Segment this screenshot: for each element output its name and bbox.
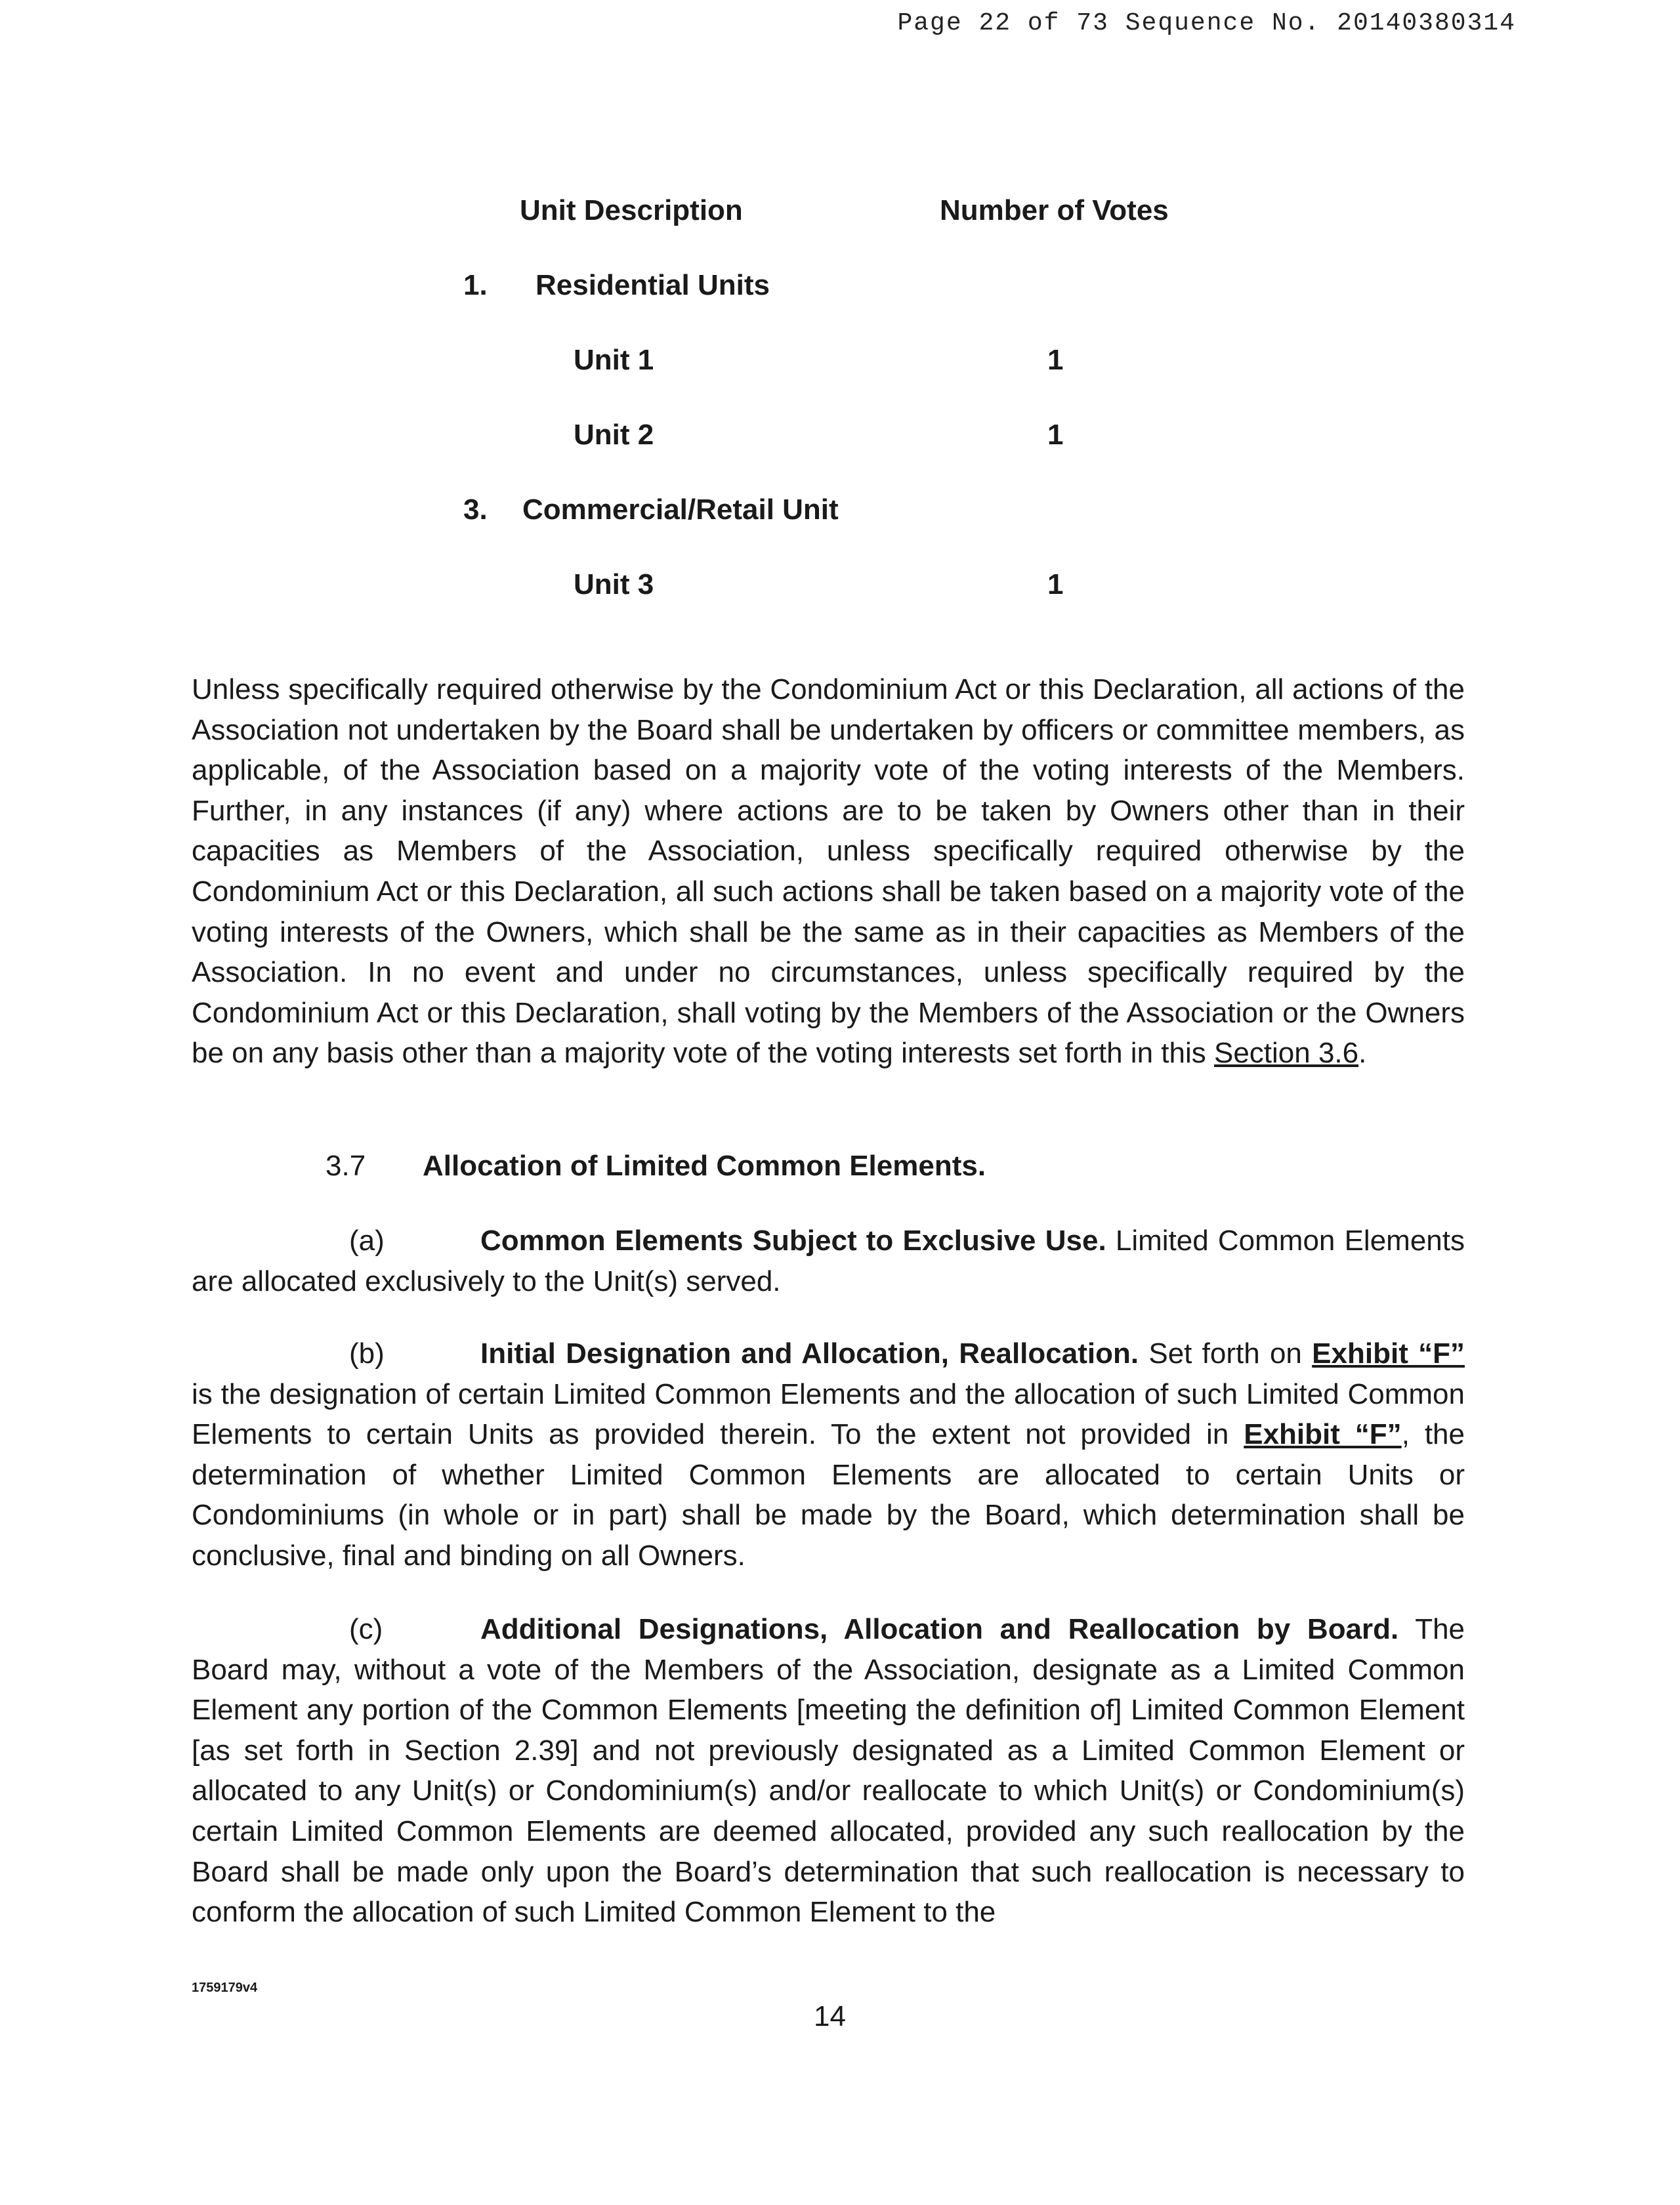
paragraph-a <box>192 1221 1465 1301</box>
table-row-votes: 1 <box>1047 568 1064 600</box>
paragraph-label: (c) <box>349 1613 383 1645</box>
paragraph-text: Unless specifically required otherwise by the Condominium Act or this Declaration, all actions of the Association not undertaken by the Board shall be undertaken by officers or committee members, as applicable, of the Association based on a majority vote of the voting interests of the Members. Further, in any instances (if any) where actions are to be taken by Owners other than in their capacities as Members of the Association, unless specifically required otherwise by the Condominium Act or this Declaration, all such actions shall be taken based on a majority vote of the voting interests of the Owners, which shall be the same as in their capacities as Members of the Association. In no event and under no circumstances, unless specifically required by the Condominium Act or this Declaration, shall voting by the Members of the Association or the Owners be on any basis other than a majority vote of the voting interests set forth in this <box>192 673 1465 1070</box>
section-number: 3.7 <box>326 1150 366 1182</box>
table-row-votes: 1 <box>1047 344 1064 376</box>
section-number: 1. <box>463 269 488 301</box>
table-row-unit: Unit 3 <box>574 568 654 600</box>
page-sequence-stamp: Page 22 of 73 Sequence No. 20140380314 <box>897 9 1516 37</box>
paragraph-b <box>192 1334 1465 1576</box>
section-title: Commercial/Retail Unit <box>522 494 839 526</box>
paragraph-text: , the determination of whether Limited Common Elements are allocated to certain Units or Condominiums (in whole or in part) shall be made by the Board, which determination shall be conclusive, final and binding on all Owners. <box>192 1418 1465 1572</box>
page-number: 14 <box>814 2000 846 2032</box>
column-header-unit-description: Unit Description <box>520 194 743 226</box>
table-row-unit: Unit 1 <box>574 344 654 376</box>
voting-paragraph <box>192 669 1465 1074</box>
section-title: Residential Units <box>536 269 770 301</box>
paragraph-heading: Additional Designations, Allocation and Reallocation by Board. <box>480 1613 1399 1645</box>
table-row-unit: Unit 2 <box>574 419 654 451</box>
paragraph-text: is the designation of certain Limited Common Elements and the allocation of such Limited Common Elements to certain Units as provided therein. To the extent not provided in <box>192 1377 1465 1451</box>
paragraph-text: Set forth on <box>1139 1337 1312 1370</box>
paragraph-heading: Initial Designation and Allocation, Reallocation. <box>480 1337 1139 1370</box>
section-heading: Allocation of Limited Common Elements. <box>423 1150 986 1182</box>
table-row-votes: 1 <box>1047 419 1064 451</box>
document-code: 1759179v4 <box>192 1981 258 1995</box>
paragraph-c <box>192 1609 1465 1933</box>
exhibit-f-reference: Exhibit “F” <box>1312 1337 1465 1370</box>
paragraph-label: (b) <box>349 1337 385 1370</box>
exhibit-f-reference: Exhibit “F” <box>1244 1418 1402 1451</box>
section-3-6-reference: Section 3.6 <box>1213 1037 1359 1070</box>
paragraph-text: Limited Common Elements are allocated exclusively to the Unit(s) served. <box>192 1225 1465 1297</box>
paragraph-label: (a) <box>349 1225 385 1257</box>
paragraph-end: . <box>1358 1037 1367 1070</box>
section-number: 3. <box>463 494 488 526</box>
paragraph-heading: Common Elements Subject to Exclusive Use. <box>480 1225 1106 1257</box>
column-header-number-of-votes: Number of Votes <box>940 194 1169 226</box>
paragraph-text: The Board may, without a vote of the Members of the Association, designate as a Limited Common Element any portion of the Common Elements [meeting the definition of] Limited Common Element [as set forth in Section 2.39] and not previously designated as a Limited Common Element or allocated to any Unit(s) or Condominium(s) and/or reallocate to which Unit(s) or Condominium(s) certain Limited Common Elements are deemed allocated, provided any such reallocation by the Board shall be made only upon the Board’s determination that such reallocation is necessary to conform the allocation of such Limited Common Element to the <box>192 1613 1465 1929</box>
